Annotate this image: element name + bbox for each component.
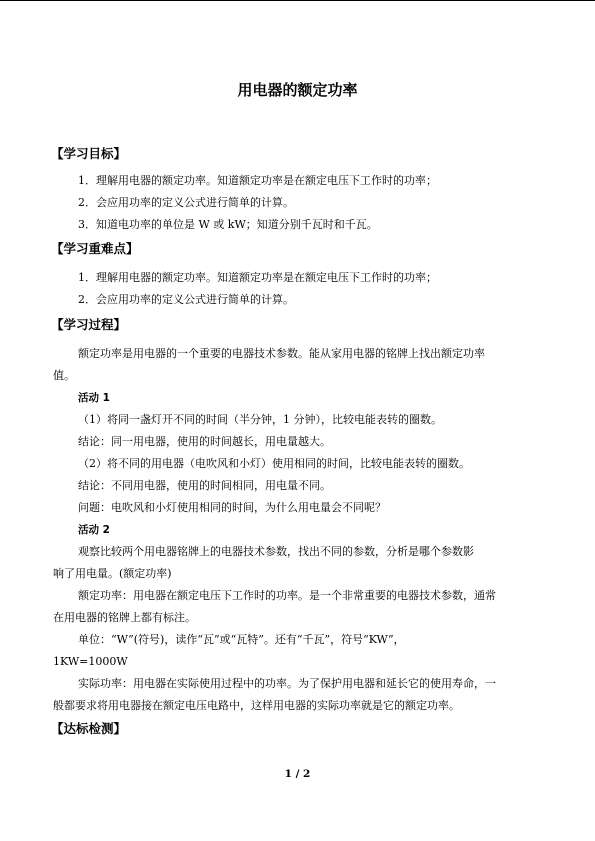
- activity-1-label: 活动 1: [78, 392, 110, 404]
- rated-power-line-2: 在用电器的铭牌上都有标注。: [53, 611, 196, 624]
- process-intro-line-2: 值。: [53, 369, 75, 382]
- activity-1-line-4: 结论：不同用电器，使用的时间相同，用电量不同。: [78, 479, 331, 492]
- actual-power-line-1: 实际功率：用电器在实际使用过程中的功率。为了保护用电器和延长它的使用寿命，一: [78, 677, 496, 690]
- document-title: 用电器的额定功率: [237, 81, 358, 99]
- activity-1-line-3: （2）将不同的用电器（电吹风和小灯）使用相同的时间，比较电能表转的圈数。: [78, 457, 470, 470]
- process-intro-line-1: 额定功率是用电器的一个重要的电器技术参数。能从家用电器的铭牌上找出额定功率: [78, 347, 485, 360]
- goal-item-2: 2．会应用功率的定义公式进行简单的计算。: [78, 196, 294, 209]
- rated-power-line-1: 额定功率：用电器在额定电压下工作时的功率。是一个非常重要的电器技术参数，通常: [78, 589, 496, 602]
- page-number: 1 / 2: [284, 768, 311, 780]
- activity-1-line-1: （1）将同一盏灯开不同的时间（半分钟，1 分钟），比较电能表转的圈数。: [78, 413, 442, 426]
- activity-2-label: 活动 2: [78, 524, 110, 536]
- activity-2-observe-line-2: 响了用电量。(额定功率): [53, 567, 172, 580]
- goal-item-1: 1．理解用电器的额定功率。知道额定功率是在额定电压下工作时的功率；: [78, 174, 437, 187]
- unit-line-2: 1KW=1000W: [53, 655, 128, 668]
- top-border-line: [0, 0, 595, 1]
- heading-check: 【达标检测】: [51, 721, 127, 736]
- key-point-item-2: 2．会应用功率的定义公式进行简单的计算。: [78, 293, 294, 306]
- activity-1-line-2: 结论：同一用电器，使用的时间越长，用电量越大。: [78, 435, 331, 448]
- heading-learning-goals: 【学习目标】: [51, 146, 127, 161]
- key-point-item-1: 1．理解用电器的额定功率。知道额定功率是在额定电压下工作时的功率；: [78, 271, 437, 284]
- heading-learning-process: 【学习过程】: [51, 317, 127, 332]
- goal-item-3: 3．知道电功率的单位是 W 或 kW；知道分别千瓦时和千瓦。: [78, 218, 378, 231]
- unit-line-1: 单位：“W”(符号)，读作“瓦”或“瓦特”。还有“千瓦”，符号“KW”，: [78, 633, 405, 646]
- heading-key-points: 【学习重难点】: [51, 241, 139, 256]
- actual-power-line-2: 般都要求将用电器接在额定电压电路中，这样用电器的实际功率就是它的额定功率。: [53, 699, 460, 712]
- activity-2-observe-line-1: 观察比较两个用电器铭牌上的电器技术参数，找出不同的参数，分析是哪个参数影: [78, 545, 474, 558]
- activity-1-line-5: 问题：电吹风和小灯使用相同的时间，为什么用电量会不同呢？: [78, 501, 386, 514]
